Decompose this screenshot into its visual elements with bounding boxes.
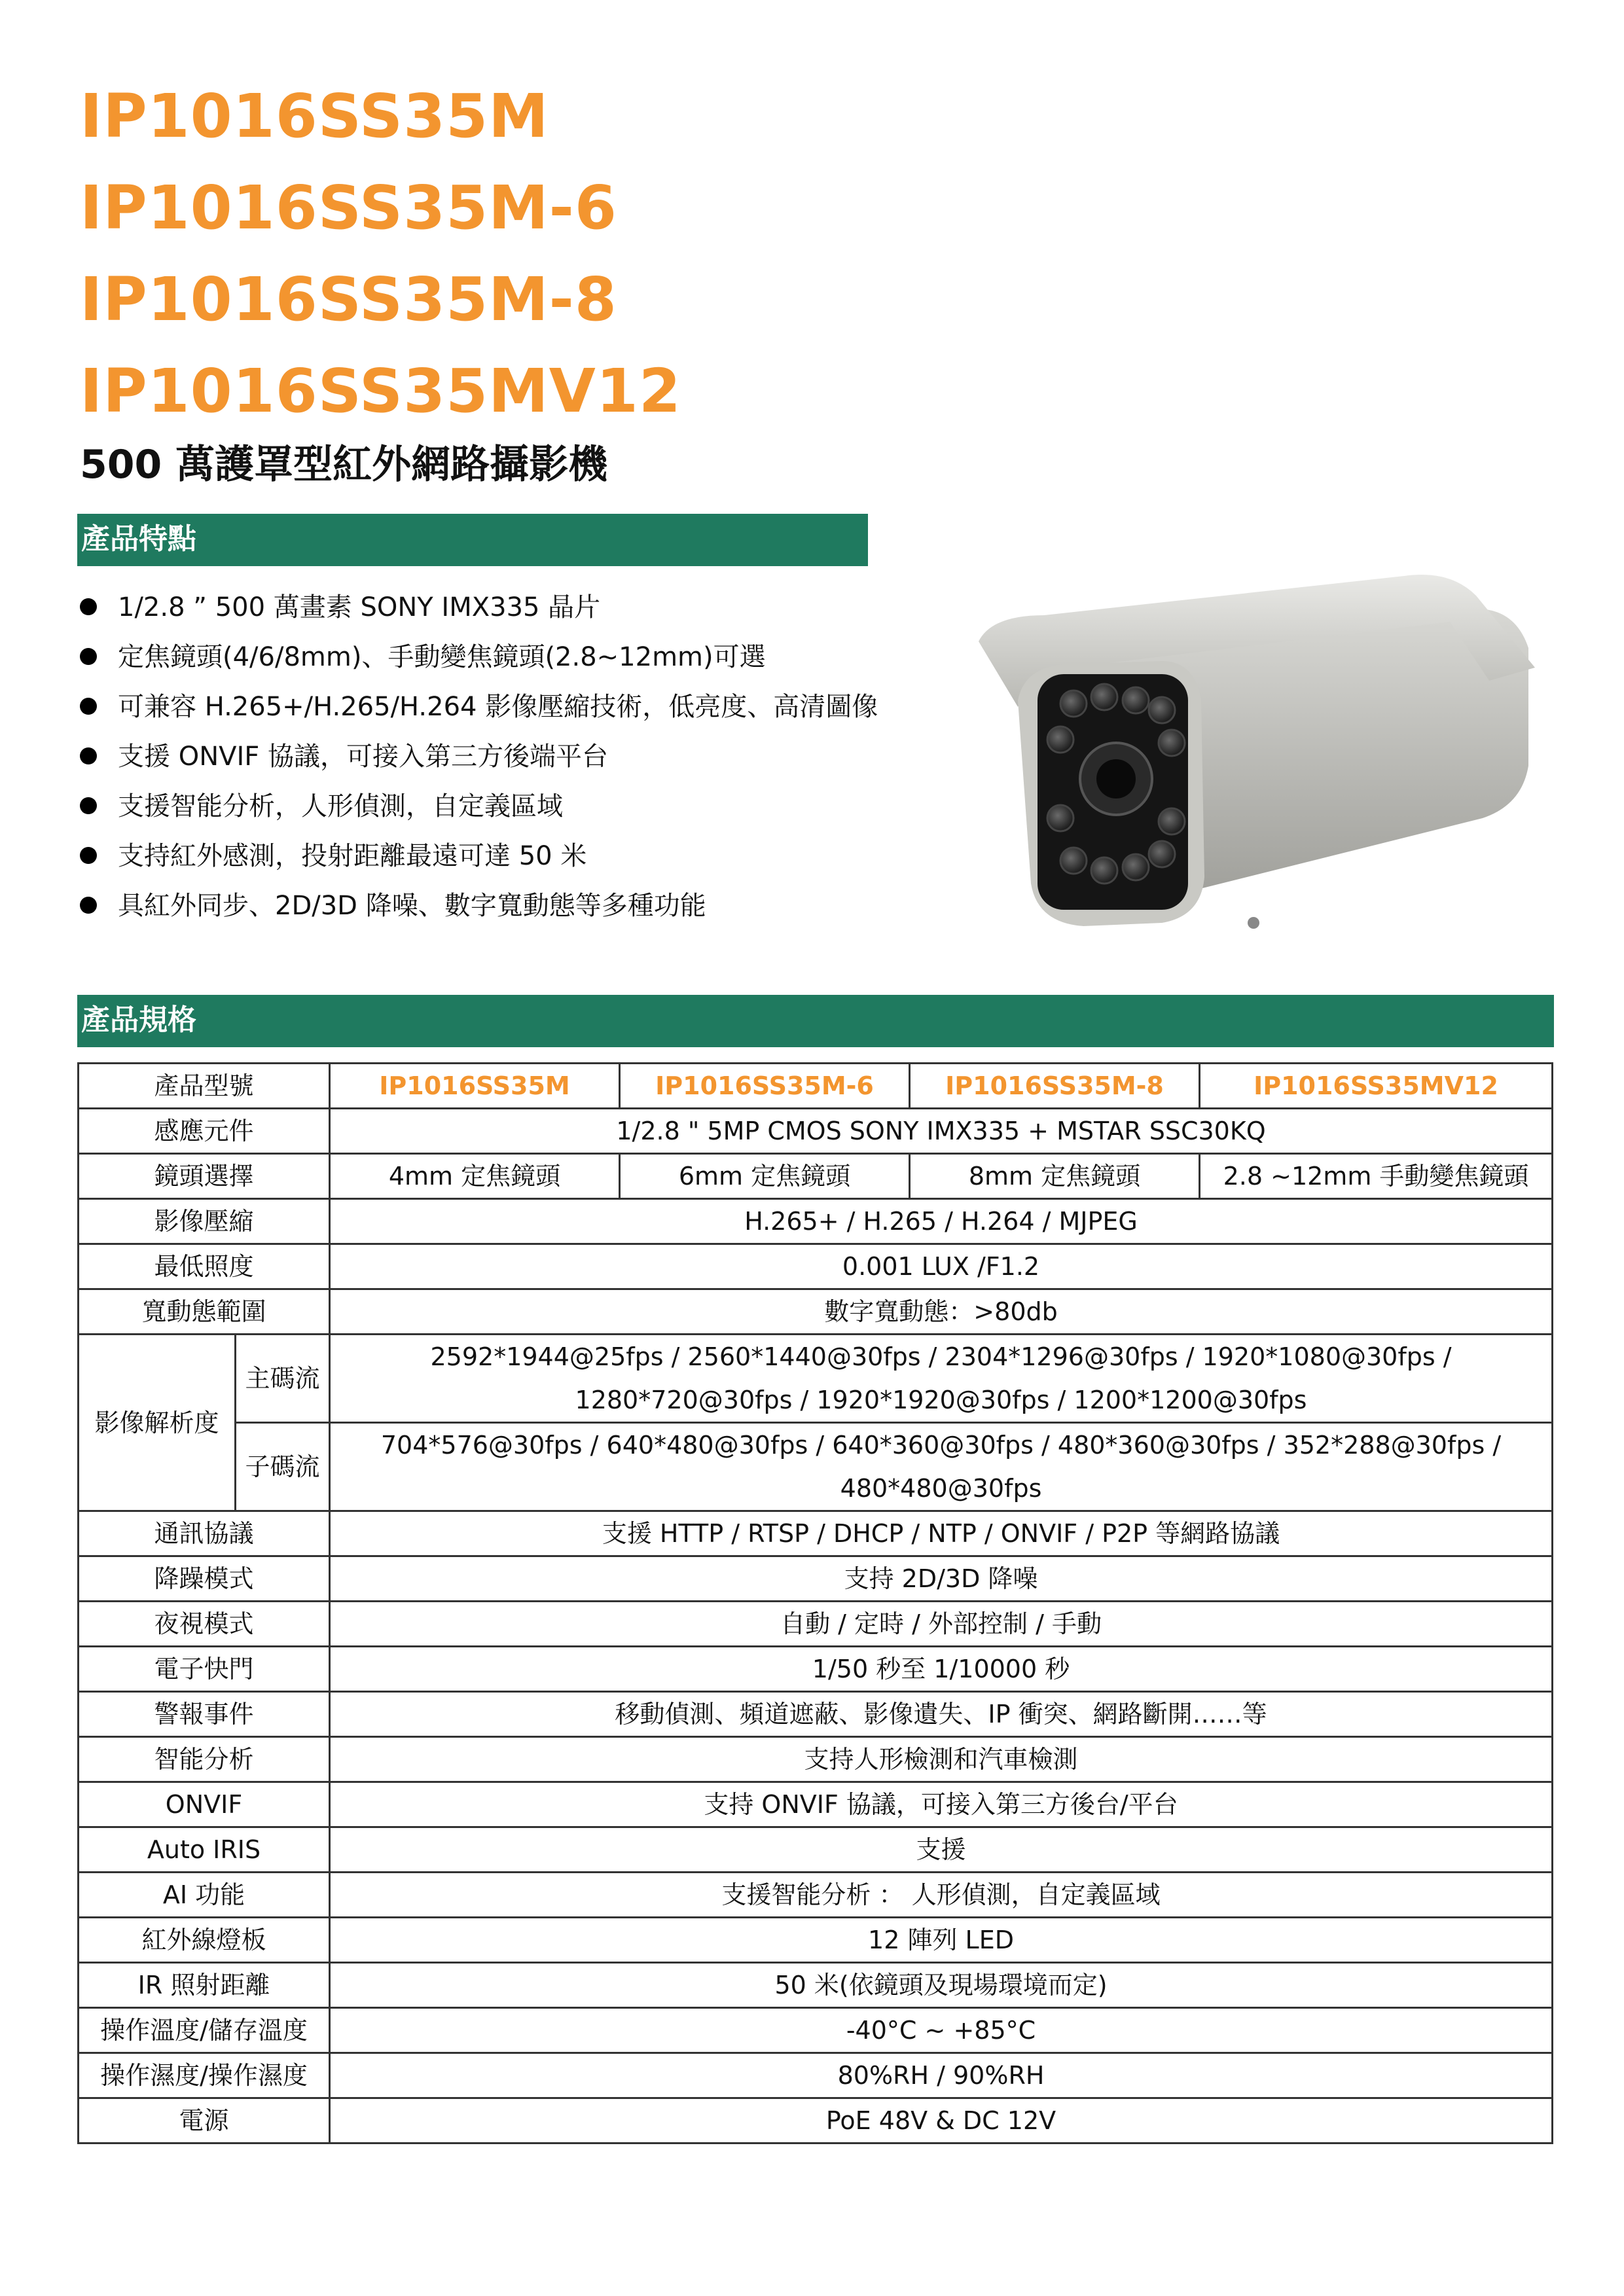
spec-table: [77, 1062, 1553, 2144]
row-value: 支援智能分析 ： 人形偵測，自定義區域: [330, 1873, 1553, 1918]
model-cell: IP1016SS35MV12: [1200, 1064, 1553, 1109]
row-label: 寬動態範圍: [79, 1289, 330, 1335]
bullet-icon: [80, 747, 97, 764]
table-row: [79, 1918, 1553, 1963]
row-label: 電子快門: [79, 1647, 330, 1692]
row-label: IR 照射距離: [79, 1963, 330, 2008]
bullet-icon: [80, 698, 97, 715]
row-value: 50 米(依鏡頭及現場環境而定): [330, 1963, 1553, 2008]
table-row: [79, 1827, 1553, 1873]
row-label: 夜視模式: [79, 1602, 330, 1647]
row-label: 操作溫度/儲存溫度: [79, 2008, 330, 2053]
row-value: 0.001 LUX /F1.2: [330, 1244, 1553, 1289]
bullet-icon: [80, 897, 97, 914]
table-row: [79, 2008, 1553, 2053]
table-row: [79, 1423, 1553, 1511]
camera-product-image: [952, 569, 1555, 949]
table-row: [79, 1602, 1553, 1647]
model-cell: IP1016SS35M-6: [620, 1064, 910, 1109]
bullet-icon: [80, 598, 97, 615]
lens-cell: 8mm 定焦鏡頭: [910, 1154, 1200, 1199]
table-row: [79, 1556, 1553, 1602]
feature-item: 支持紅外感測，投射距離最遠可達 50 米: [80, 833, 878, 880]
lens-cell: 2.8 ~12mm 手動變焦鏡頭: [1200, 1154, 1553, 1199]
row-label: 通訊協議: [79, 1511, 330, 1556]
row-label: 鏡頭選擇: [79, 1154, 330, 1199]
row-label: 紅外線燈板: [79, 1918, 330, 1963]
row-value: 1/50 秒至 1/10000 秒: [330, 1647, 1553, 1692]
lens-cell: 6mm 定焦鏡頭: [620, 1154, 910, 1199]
table-row: [79, 1335, 1553, 1423]
feature-item: 可兼容 H.265+/H.265/H.264 影像壓縮技術，低亮度、高清圖像: [80, 683, 878, 730]
model-title: IP1016SS35M: [80, 81, 549, 151]
specs-heading: 產品規格: [77, 995, 1554, 1047]
feature-item: 支援智能分析，人形偵測，自定義區域: [80, 783, 878, 830]
row-value: 支援: [330, 1827, 1553, 1873]
table-row: [79, 1737, 1553, 1782]
row-label: 產品型號: [79, 1064, 330, 1109]
row-value: H.265+ / H.265 / H.264 / MJPEG: [330, 1199, 1553, 1244]
feature-list: [80, 584, 878, 932]
table-row: [79, 1289, 1553, 1335]
model-cell: IP1016SS35M: [330, 1064, 620, 1109]
row-label: 感應元件: [79, 1109, 330, 1154]
row-label: 降躁模式: [79, 1556, 330, 1602]
row-value: PoE 48V & DC 12V: [330, 2098, 1553, 2144]
row-value: -40°C ~ +85°C: [330, 2008, 1553, 2053]
table-row: [79, 1109, 1553, 1154]
row-value: 支援 HTTP / RTSP / DHCP / NTP / ONVIF / P2P 等網路協議: [330, 1511, 1553, 1556]
sub-label: 主碼流: [236, 1335, 330, 1423]
row-label: 智能分析: [79, 1737, 330, 1782]
bullet-icon: [80, 797, 97, 814]
bullet-icon: [80, 648, 97, 665]
row-label: 影像解析度: [79, 1335, 236, 1511]
row-label: Auto IRIS: [79, 1827, 330, 1873]
row-label: 電源: [79, 2098, 330, 2144]
row-value: 數字寬動態：>80db: [330, 1289, 1553, 1335]
row-value: 80%RH / 90%RH: [330, 2053, 1553, 2098]
table-row: [79, 1511, 1553, 1556]
table-row: [79, 1963, 1553, 2008]
model-title: IP1016SS35MV12: [80, 356, 681, 426]
row-label: 操作濕度/操作濕度: [79, 2053, 330, 2098]
model-cell: IP1016SS35M-8: [910, 1064, 1200, 1109]
row-value: 支持 2D/3D 降噪: [330, 1556, 1553, 1602]
table-row: [79, 1199, 1553, 1244]
table-row: [79, 1244, 1553, 1289]
sub-label: 子碼流: [236, 1423, 330, 1511]
model-title: IP1016SS35M-6: [80, 173, 617, 243]
feature-item: 支援 ONVIF 協議，可接入第三方後端平台: [80, 733, 878, 780]
lens-cell: 4mm 定焦鏡頭: [330, 1154, 620, 1199]
row-value: 支持人形檢測和汽車檢測: [330, 1737, 1553, 1782]
bullet-icon: [80, 847, 97, 864]
table-row: [79, 1064, 1553, 1109]
feature-item: 定焦鏡頭(4/6/8mm)、手動變焦鏡頭(2.8~12mm)可選: [80, 634, 878, 681]
table-row: [79, 1154, 1553, 1199]
table-row: [79, 1873, 1553, 1918]
row-label: AI 功能: [79, 1873, 330, 1918]
table-row: [79, 1647, 1553, 1692]
product-subtitle: 500 萬護罩型紅外網路攝影機: [80, 442, 608, 488]
row-label: 警報事件: [79, 1692, 330, 1737]
row-label: 最低照度: [79, 1244, 330, 1289]
table-row: [79, 2053, 1553, 2098]
row-value: 704*576@30fps / 640*480@30fps / 640*360@30fps / 480*360@30fps / 352*288@30fps / 480*480@30fps: [330, 1423, 1553, 1511]
row-value: 支持 ONVIF 協議，可接入第三方後台/平台: [330, 1782, 1553, 1827]
feature-item: 1/2.8 ” 500 萬畫素 SONY IMX335 晶片: [80, 584, 878, 631]
table-row: [79, 1692, 1553, 1737]
row-value: 1/2.8 " 5MP CMOS SONY IMX335 + MSTAR SSC30KQ: [330, 1109, 1553, 1154]
model-title-list: [80, 71, 681, 437]
row-value: 2592*1944@25fps / 2560*1440@30fps / 2304*1296@30fps / 1920*1080@30fps / 1280*720@30fps / 1920*1920@30fps / 1200*1200@30fps: [330, 1335, 1553, 1423]
table-row: [79, 1782, 1553, 1827]
row-value: 移動偵測、頻道遮蔽、影像遺失、IP 衝突、網路斷開……等: [330, 1692, 1553, 1737]
feature-item: 具紅外同步、2D/3D 降噪、數字寬動態等多種功能: [80, 882, 878, 929]
row-value: 自動 / 定時 / 外部控制 / 手動: [330, 1602, 1553, 1647]
table-row: [79, 2098, 1553, 2144]
row-label: ONVIF: [79, 1782, 330, 1827]
row-label: 影像壓縮: [79, 1199, 330, 1244]
model-title: IP1016SS35M-8: [80, 264, 617, 334]
features-heading: 產品特點: [77, 514, 868, 566]
row-value: 12 陣列 LED: [330, 1918, 1553, 1963]
